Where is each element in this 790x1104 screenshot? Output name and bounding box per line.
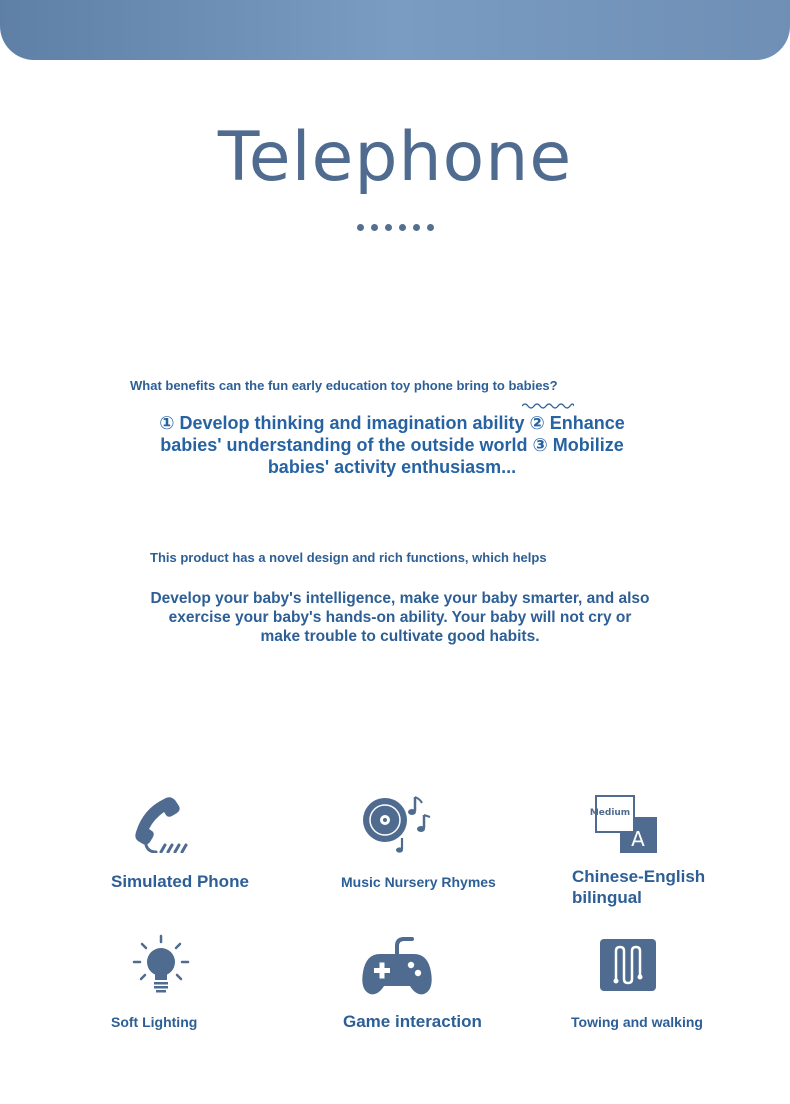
- divider-dot: [385, 224, 392, 231]
- feature-label: Chinese-English bilingual: [572, 867, 706, 907]
- translate-icon: [588, 795, 660, 857]
- feature-label: Music Nursery Rhymes: [341, 874, 496, 890]
- translate-icon-text-bottom: A: [631, 827, 645, 851]
- divider-dot: [399, 224, 406, 231]
- benefits-question: What benefits can the fun early education toy phone bring to babies?: [130, 378, 558, 393]
- music-disc-icon: [360, 793, 434, 855]
- divider-dot: [357, 224, 364, 231]
- squiggle-underline: [522, 402, 574, 410]
- product-lead: This product has a novel design and rich functions, which helps: [150, 550, 547, 565]
- top-banner: [0, 0, 790, 60]
- feature-label: Towing and walking: [571, 1014, 703, 1030]
- page-title: Telephone: [217, 118, 573, 197]
- feature-label: Game interaction: [343, 1012, 482, 1031]
- translate-icon-text-top: Medium: [589, 808, 631, 818]
- telephone-icon: [134, 795, 190, 853]
- light-bulb-icon: [132, 934, 190, 996]
- gamepad-icon: [360, 934, 434, 998]
- divider-dot: [413, 224, 420, 231]
- divider-dot: [427, 224, 434, 231]
- pull-string-icon: [598, 937, 658, 993]
- product-body: Develop your baby's intelligence, make your baby smarter, and also exercise your baby's hands-on ability. Your baby will not cry or make trouble to cultivate good habits.: [150, 590, 650, 645]
- title-dots-divider: [0, 224, 790, 231]
- feature-label: Simulated Phone: [111, 872, 249, 891]
- divider-dot: [371, 224, 378, 231]
- feature-label: Soft Lighting: [111, 1014, 198, 1030]
- benefits-answer: ① Develop thinking and imagination ability ② Enhance babies' understanding of the outside world ③ Mobilize babies' activity enthusiasm...: [159, 413, 625, 477]
